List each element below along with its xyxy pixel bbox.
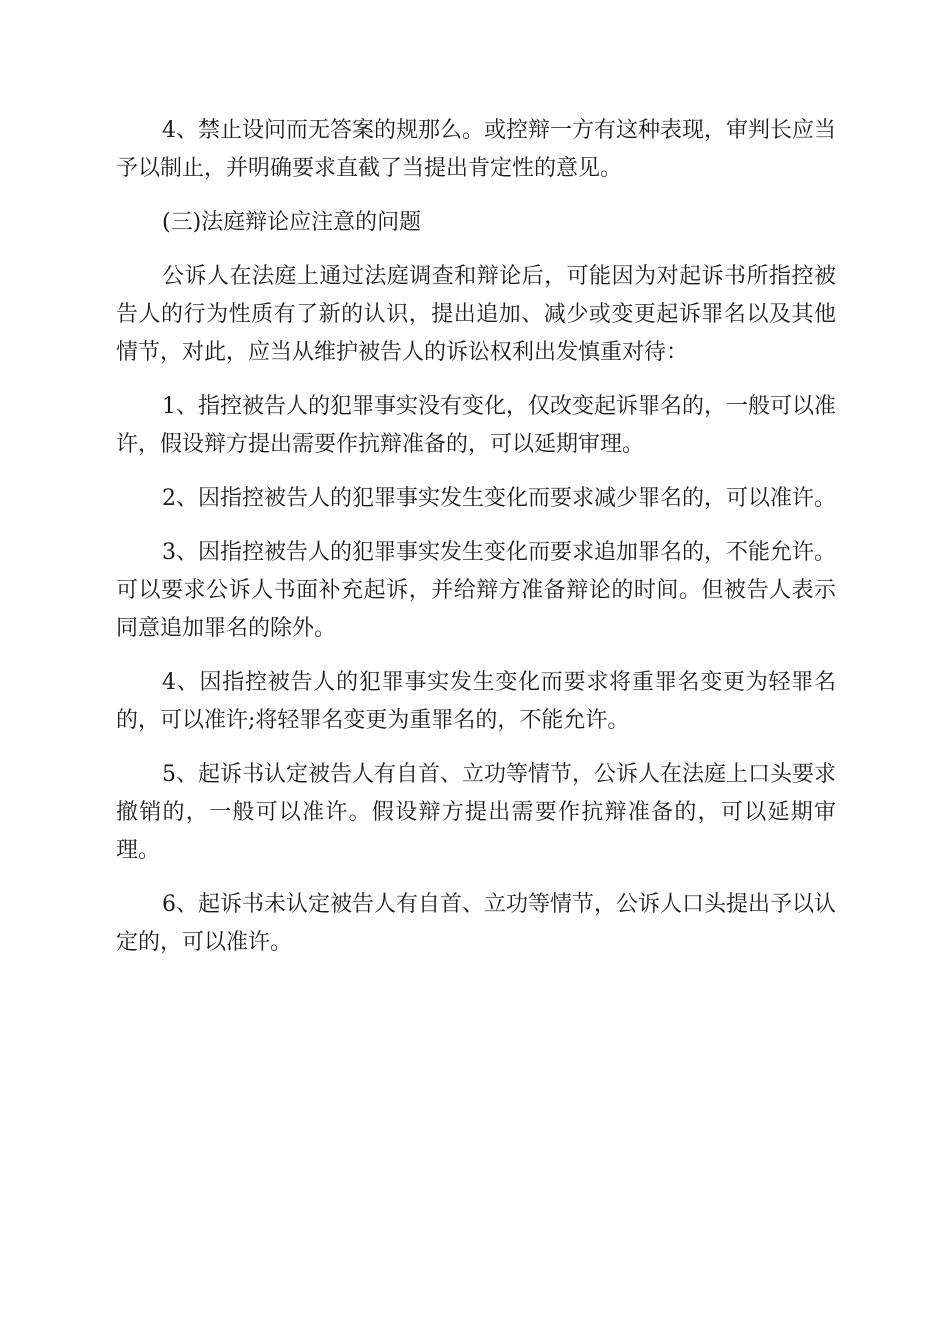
paragraph-prosecutor-charge-changes: 公诉人在法庭上通过法庭调查和辩论后，可能因为对起诉书所指控被告人的行为性质有了新的认识，提出追加、减少或变更起诉罪名以及其他情节，对此，应当从维护被告人的诉讼权利出发慎重对待： [116, 264, 836, 365]
section-heading-court-debate-issues: (三)法庭辩论应注意的问题 [162, 210, 422, 235]
paragraph-item-6: 6、起诉书未认定被告人有自首、立功等情节，公诉人口头提出予以认定的，可以准许。 [116, 892, 836, 955]
paragraph-item-1: 1、指控被告人的犯罪事实没有变化，仅改变起诉罪名的，一般可以准许，假设辩方提出需要作抗辩准备的，可以延期审理。 [116, 394, 836, 457]
paragraph-item-5: 5、起诉书认定被告人有自首、立功等情节，公诉人在法庭上口头要求撤销的，一般可以准许。假设辩方提出需要作抗辩准备的，可以延期审理。 [116, 762, 836, 863]
paragraph-item-4: 4、因指控被告人的犯罪事实发生变化而要求将重罪名变更为轻罪名的，可以准许;将轻罪名变更为重罪名的，不能允许。 [116, 670, 836, 733]
document-body [116, 112, 836, 978]
paragraph-item-2: 2、因指控被告人的犯罪事实发生变化而要求减少罪名的，可以准许。 [162, 486, 836, 511]
paragraph-item-3: 3、因指控被告人的犯罪事实发生变化而要求追加罪名的，不能允许。可以要求公诉人书面补充起诉，并给辩方准备辩论的时间。但被告人表示同意追加罪名的除外。 [116, 540, 836, 641]
paragraph-rule-4-no-unanswered-questions: 4、禁止设问而无答案的规那么。或控辩一方有这种表现，审判长应当予以制止，并明确要求直截了当提出肯定性的意见。 [116, 118, 836, 181]
